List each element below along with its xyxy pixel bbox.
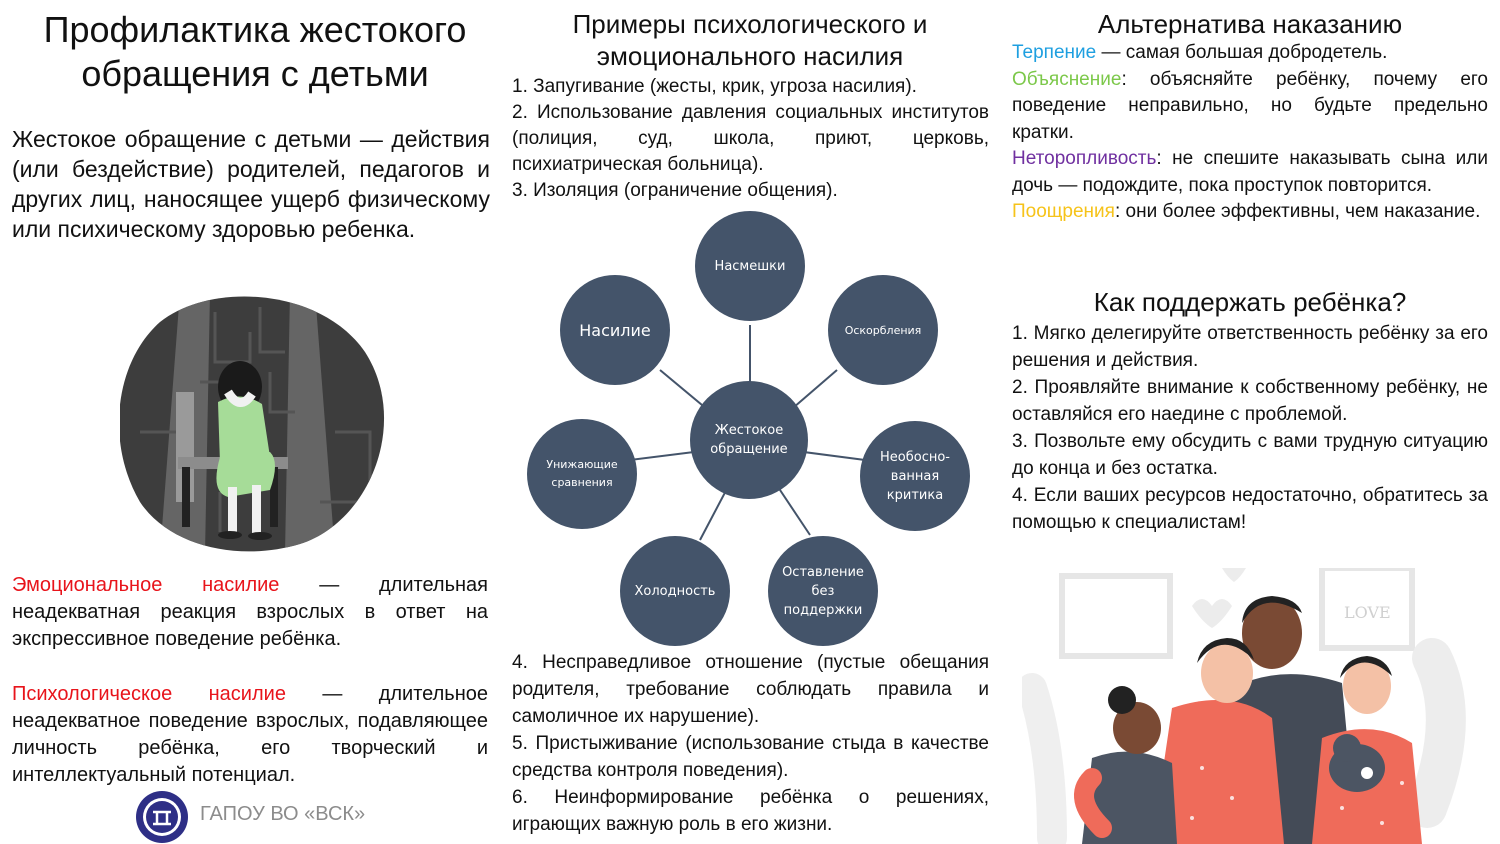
list-item: 3. Изоляция (ограничение общения). <box>512 180 838 201</box>
list-item: 6. Неинформирование ребёнка о решениях, играющих важную роль в его жизни. <box>512 787 989 835</box>
diagram-node-abandonment: Оставление без поддержки <box>768 536 878 646</box>
family-hug-illustration <box>1022 568 1490 844</box>
list-item <box>1012 40 1488 67</box>
support-title: Как поддержать ребёнка? <box>1093 287 1407 317</box>
diagram-node-insults: Оскорбления <box>828 275 938 385</box>
alternative-term: Неторопливость <box>1012 148 1157 169</box>
alternative-text: — самая большая добродетель. <box>1096 42 1388 63</box>
emotional-violence-text: — длительная неадекватная реакция взрослых в ответ на экспрессивное поведение ребёнка. <box>12 574 488 650</box>
diagram-node-comparisons: Унижающие сравнения <box>527 419 637 529</box>
list-item: 2. Проявляйте внимание к собственному ребёнку, не оставляйся его наедине с проблемой. <box>1012 377 1488 425</box>
psychological-violence-definition <box>12 681 488 789</box>
diagram-node-criticism: Необосно-ванная критика <box>860 421 970 531</box>
alternative-text: : не спешите наказывать сына или дочь — подождите, пока проступок повторится. <box>1012 148 1488 196</box>
emotional-violence-term: Эмоциональное насилие <box>12 574 280 596</box>
alternative-title: Альтернатива наказанию <box>1097 9 1403 39</box>
college-logo-icon <box>135 790 189 844</box>
list-item <box>1012 67 1488 147</box>
list-item <box>1012 146 1488 199</box>
alternative-term: Поощрения <box>1012 201 1115 222</box>
list-item: 1. Запугивание (жесты, крик, угроза насилия). <box>512 76 917 97</box>
emotional-violence-definition <box>12 572 488 653</box>
examples-list-top <box>512 74 989 204</box>
alternative-text: : они более эффективны, чем наказание. <box>1114 201 1481 222</box>
frame-love-text: LOVE <box>1344 603 1391 622</box>
diagram-node-violence: Насилие <box>560 275 670 385</box>
diagram-node-mockery: Насмешки <box>695 211 805 321</box>
footer-college-name: ГАПОУ ВО «ВСК» <box>200 803 366 825</box>
diagram-node-coldness: Холодность <box>620 536 730 646</box>
sad-child-illustration <box>120 292 390 554</box>
alternative-text: : объясняйте ребёнку, почему его поведение неправильно, но будьте предельно кратки. <box>1012 68 1488 143</box>
list-item: 2. Использование давления социальных институтов (полиция, суд, школа, приют, церковь, психиатрическая больница). <box>512 102 989 175</box>
list-item: 4. Если ваших ресурсов недостаточно, обратитесь за помощью к специалистам! <box>1012 485 1488 533</box>
diagram-center-node: Жестокое обращение <box>690 381 808 499</box>
examples-list-bottom <box>512 649 989 838</box>
psychological-violence-text: — длительное неадекватное поведение взрослых, подавляющее личность ребёнка, его творческий и интеллектуальный потенциал. <box>12 683 488 786</box>
alternative-term: Объяснение <box>1012 68 1122 90</box>
list-item: 5. Пристыживание (использование стыда в качестве средства контроля поведения). <box>512 733 989 781</box>
psychological-violence-term: Психологическое насилие <box>12 683 286 705</box>
list-item: 1. Мягко делегируйте ответственность ребёнку за его решения и действия. <box>1012 323 1488 371</box>
middle-title: Примеры психологического и эмоционального насилия <box>572 9 928 71</box>
support-list <box>1012 320 1488 536</box>
list-item: 3. Позвольте ему обсудить с вами трудную ситуацию до конца и без остатка. <box>1012 431 1488 479</box>
list-item <box>1012 199 1488 226</box>
definition-text: Жестокое обращение с детьми — действия (или бездействие) родителей, педагогов и других лиц, наносящее ущерб физическому или психическому здоровью ребенка. <box>12 126 490 242</box>
page-title: Профилактика жестокого обращения с детьми <box>43 9 467 94</box>
list-item: 4. Несправедливое отношение (пустые обещания родителя, требование соблюдать правила и самоличное их нарушение). <box>512 652 989 727</box>
alternative-term: Терпение <box>1012 42 1097 63</box>
alternatives-list <box>1012 40 1488 226</box>
